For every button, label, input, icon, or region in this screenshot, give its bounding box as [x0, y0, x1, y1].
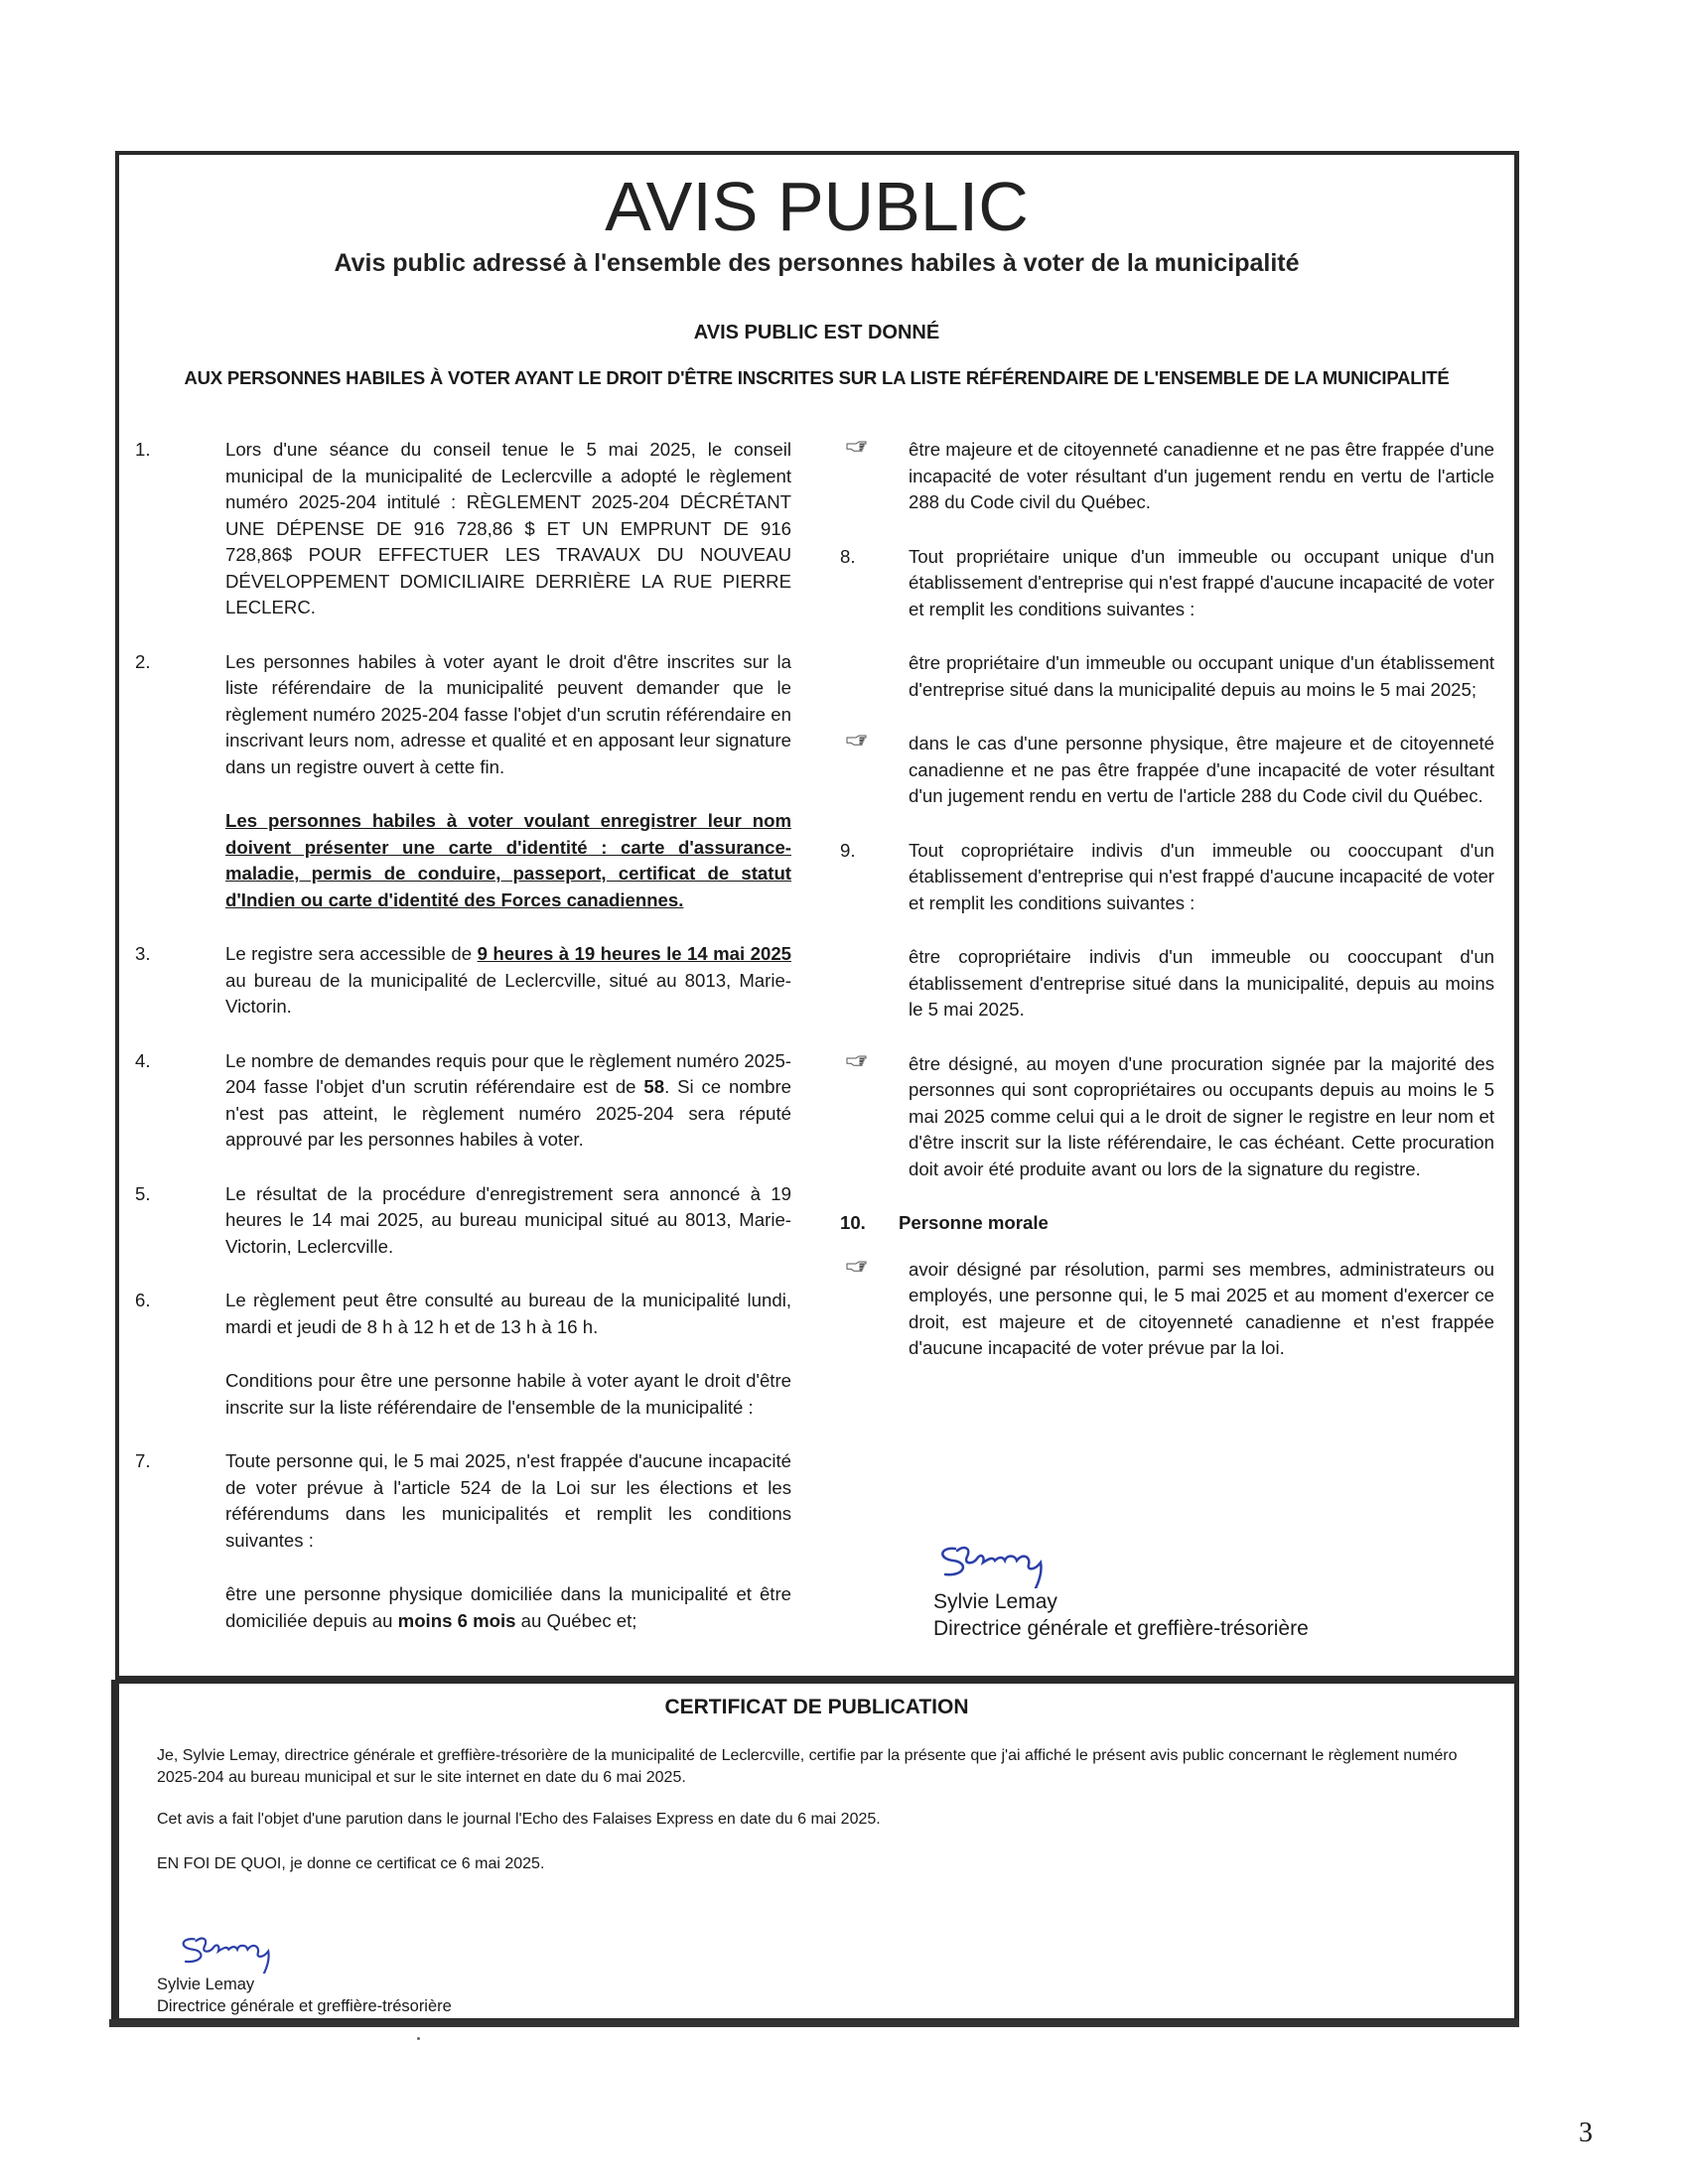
- handwritten-signature: [169, 1922, 357, 1974]
- notice-signature-block: [933, 1529, 1309, 1642]
- conditions-intro: [119, 1368, 814, 1421]
- item-number: 7.: [135, 1450, 151, 1471]
- list-item-5: [119, 1181, 814, 1261]
- condition-legal-person: [824, 1257, 1519, 1362]
- item-number: 8.: [840, 545, 856, 567]
- certificate-paragraph-2: Cet avis a fait l'objet d'une parution dans le journal l'Echo des Falaises Express en date du 6 mai 2025.: [157, 1811, 881, 1828]
- condition-text: être désigné, au moyen d'une procuration signée par la majorité des personnes qui sont copropriétaires ou occupants depuis au moins le 5 mai 2025 comme celui qui a le droit de signer le registre en leur nom et d'être inscrit sur la liste référendaire, le cas échéant. Cette procuration doit avoir été produite avant ou lors de la signature du registre.: [909, 1052, 1494, 1179]
- item-text: Les personnes habiles à voter ayant le droit d'être inscrites sur la liste référendaire de la municipalité peuvent demander que le règlement numéro 2025-204 fasse l'objet d'un scrutin référendaire en inscrivant leurs nom, adresse et qualité et en apposant leur signature dans un registre ouvert à cette fin.: [225, 650, 791, 777]
- item-number: 10.: [840, 1212, 866, 1233]
- certificate-signatory-name: Sylvie Lemay: [157, 1976, 255, 1993]
- item-number: 6.: [135, 1290, 151, 1310]
- condition-text: être propriétaire d'un immeuble ou occupant unique d'un établissement d'entreprise situé dans la municipalité depuis au moins le 5 mai 2025;: [909, 652, 1494, 700]
- item-text: Le résultat de la procédure d'enregistrement sera annoncé à 19 heures le 14 mai 2025, au bureau municipal situé au 8013, Marie-Victorin, Leclercville.: [225, 1182, 791, 1257]
- pointing-hand-icon: [846, 1053, 868, 1067]
- item-text: Toute personne qui, le 5 mai 2025, n'est frappée d'aucune incapacité de voter prévue à l'article 524 de la Loi sur les élections et les référendums dans les municipalités et remplit les conditions suivantes :: [225, 1450, 791, 1551]
- pointing-hand-icon: [846, 439, 868, 453]
- item-text: [225, 1048, 791, 1154]
- condition-proxy: [824, 1051, 1519, 1183]
- item-text: Tout propriétaire unique d'un immeuble ou occupant unique d'un établissement d'entreprise qui n'est frappé d'aucune incapacité de voter et remplit les conditions suivantes :: [909, 545, 1494, 619]
- list-item-3: [119, 941, 814, 1021]
- certificate-paragraph-3: EN FOI DE QUOI, je donne ce certificat ce 6 mai 2025.: [157, 1855, 545, 1872]
- notice-recipients-heading: AUX PERSONNES HABILES À VOTER AYANT LE DROIT D'ÊTRE INSCRITES SUR LA LISTE RÉFÉRENDAIRE DE L'ENSEMBLE DE LA MUNICIPALITÉ: [184, 367, 1450, 388]
- certificate-signatory-role: Directrice générale et greffière-trésorière: [157, 1997, 452, 2015]
- condition-co-owner: [824, 944, 1519, 1024]
- condition-text: être copropriétaire indivis d'un immeuble ou cooccupant d'un établissement d'entreprise situé dans la municipalité, depuis au moins le 5 mai 2025.: [909, 946, 1494, 1020]
- condition-text: [225, 1581, 791, 1634]
- condition-physical-person: [824, 731, 1519, 810]
- list-item-9: [824, 838, 1519, 917]
- left-column: [119, 437, 814, 1662]
- notice-subtitle: Avis public adressé à l'ensemble des personnes habiles à voter de la municipalité: [334, 249, 1300, 277]
- signatory-name: Sylvie Lemay: [933, 1590, 1057, 1613]
- list-item-1: [119, 437, 814, 621]
- item-heading: Personne morale: [899, 1212, 1049, 1233]
- item-text: Tout copropriétaire indivis d'un immeuble ou cooccupant d'un établissement d'entreprise qui n'est frappé d'aucune incapacité de voter et remplit les conditions suivantes :: [909, 839, 1494, 913]
- pointing-hand-icon: [846, 1259, 868, 1273]
- text-bold-fragment: moins 6 mois: [397, 1609, 516, 1631]
- item-number: 2.: [135, 650, 151, 672]
- notice-title: AVIS PUBLIC: [605, 168, 1029, 245]
- item-number: 3.: [135, 943, 151, 964]
- text-fragment: au bureau de la municipalité de Leclercville, situé au 8013, Marie-Victorin.: [225, 969, 791, 1017]
- text-fragment: . Si ce nombre n'est pas atteint, le règlement numéro 2025-204 sera réputé approuvé par les personnes habiles à voter.: [225, 1076, 791, 1150]
- publication-certificate-box: [115, 1680, 1519, 2022]
- condition-text: être majeure et de citoyenneté canadienne et ne pas être frappée d'une incapacité de voter résultant d'un jugement rendu en vertu de l'article 288 du Code civil du Québec.: [909, 439, 1494, 512]
- conditions-intro-text: Conditions pour être une personne habile à voter ayant le droit d'être inscrite sur la liste référendaire de l'ensemble de la municipalité :: [225, 1370, 791, 1418]
- identity-requirement: [119, 808, 814, 913]
- item-text: Le règlement peut être consulté au bureau de la municipalité lundi, mardi et jeudi de 8 h à 12 h et de 13 h à 16 h.: [225, 1290, 791, 1337]
- item-number: 9.: [840, 839, 856, 861]
- text-fragment: Le nombre de demandes requis pour que le règlement numéro 2025-204 fasse l'objet d'un scrutin référendaire est de: [225, 1049, 791, 1097]
- text-fragment: au Québec et;: [515, 1609, 637, 1631]
- public-notice-box: [115, 151, 1519, 1680]
- notice-given-heading: AVIS PUBLIC EST DONNÉ: [693, 322, 940, 343]
- certificate-paragraph-1: Je, Sylvie Lemay, directrice générale et greffière-trésorière de la municipalité de Leclercville, certifie par la présente que j'ai affiché le présent avis public concernant le règlement numéro 2025-204 au bureau municipal et sur le site internet en date du 6 mai 2025.: [157, 1747, 1458, 1786]
- item-number: 1.: [135, 439, 151, 460]
- text-fragment: Le registre sera accessible de: [225, 943, 478, 964]
- condition-text: dans le cas d'une personne physique, être majeure et de citoyenneté canadienne et ne pas être frappée d'une incapacité de voter résultant d'un jugement rendu en vertu de l'article 288 du Code civil du Québec.: [909, 733, 1494, 806]
- list-item-8: [824, 544, 1519, 623]
- item-number: 4.: [135, 1049, 151, 1071]
- certificate-title: CERTIFICAT DE PUBLICATION: [664, 1696, 969, 1718]
- list-item-7: [119, 1448, 814, 1554]
- list-item-2: [119, 649, 814, 781]
- required-requests-count: 58: [643, 1076, 665, 1097]
- list-item-4: [119, 1048, 814, 1154]
- condition-owner: [824, 650, 1519, 703]
- list-item-10: [824, 1210, 1519, 1237]
- certificate-signature-block: [157, 1922, 452, 2017]
- condition-text: avoir désigné par résolution, parmi ses membres, administrateurs ou employés, une personne qui, le 5 mai 2025 et au moment d'exercer ce droit, est majeure et de citoyenneté canadienne et n'est frappée d'aucune incapacité de voter prévue par la loi.: [909, 1258, 1494, 1358]
- page-number: 3: [1579, 2117, 1593, 2148]
- identity-requirement-text: Les personnes habiles à voter voulant enregistrer leur nom doivent présenter une carte d'identité : carte d'assurance-maladie, permis de conduire, passeport, certificat de statut d'Indien ou carte d'identité des Forces canadiennes.: [225, 810, 791, 910]
- item-number: 5.: [135, 1182, 151, 1204]
- text-fragment: être une personne physique domiciliée dans la municipalité et être domiciliée depuis au: [225, 1583, 791, 1631]
- scan-speck: [417, 2037, 420, 2040]
- item-text: Lors d'une séance du conseil tenue le 5 mai 2025, le conseil municipal de la municipalité de Leclercville a adopté le règlement numéro 2025-204 intitulé : RÈGLEMENT 2025-204 DÉCRÉTANT UNE DÉPENSE DE 916 728,86 $ ET UN EMPRUNT DE 916 728,86$ POUR EFFECTUER LES TRAVAUX DU NOUVEAU DÉVELOPPEMENT DOMICILIAIRE DERRIÈRE LA RUE PIERRE LECLERC.: [225, 439, 791, 617]
- registry-hours: 9 heures à 19 heures le 14 mai 2025: [477, 943, 791, 964]
- item-text: [225, 941, 791, 1021]
- condition-majority: [824, 437, 1519, 516]
- pointing-hand-icon: [846, 733, 868, 747]
- list-item-6: [119, 1288, 814, 1340]
- handwritten-signature: [935, 1529, 1134, 1588]
- right-column: [824, 437, 1519, 1390]
- condition-domicile: [119, 1581, 814, 1634]
- certificate-bottom-border: [109, 2019, 1519, 2027]
- signatory-role: Directrice générale et greffière-trésorière: [933, 1617, 1309, 1640]
